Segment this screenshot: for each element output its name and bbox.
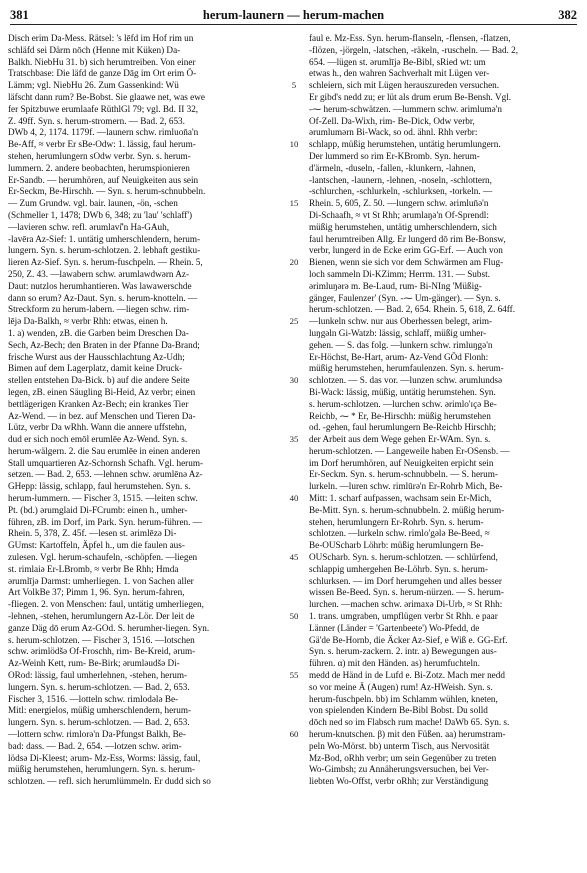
text-line: luŋgəln Gi-Watzb: lässig, schlaff, müßig umher- — [309, 327, 487, 338]
text-line: loch sammeln Di-KZimm; Herrm. 131. — Subst. — [309, 268, 490, 279]
text-line: führen. α) mit den Händen. as) herumfuchteln. — [309, 658, 480, 669]
text-line: herum-wälgern. 2. die Sau erumlēe in einen anderen — [8, 445, 201, 456]
text-line: — Zum Grundw. vgl. bair. launen, -ön, -schen — [8, 198, 178, 209]
text-line: faul herumtreiben Allg. Er lungerd dō rim Be-Bonsw, — [309, 233, 506, 244]
text-line: zulesen. Vgl. herum-schaufeln, -schöpfen. —liegen — [8, 552, 198, 563]
text-line: OUScharb. Syn. s. herum-schlotzen. — schlürfend, — [309, 552, 498, 563]
text-line: müßig herumstehen, herumlungern. Syn. s. herum- — [8, 764, 196, 775]
text-line: lējə Da-Balkh, ≈ verbr Rhh: etwas, einen h. — [8, 316, 168, 327]
text-line: von spielenden Kindern Be-Bibl Bobst. Du solld — [309, 705, 488, 716]
text-line: müßig herumstehen, herumfaulenzen. Syn. s. herum- — [309, 363, 504, 374]
text-line: Er-Seckm. Syn. s. herum-schnubbeln. — S. herum- — [309, 469, 498, 480]
text-line: Streckform zu herum-labern. —liegen schw. rim- — [8, 304, 190, 315]
text-line: lungern. Syn. s. herum-schlotzen. — Bad. 2, 653. — [8, 681, 190, 692]
text-line: herum-fuschpeln. bb) im Schlamm wühlen, kneten, — [309, 693, 498, 704]
text-line: Disch erim Da-Mess. Rätsel: 's lēfd im Hof rim un — [8, 33, 194, 43]
text-line: Er-Seckm, Be-Hirschh. — Syn. s. herum-schnubbeln. — [8, 186, 206, 197]
text-line: dann so erum? Az-Daut. Syn. s. herum-knotteln. — — [8, 292, 198, 303]
right-column — [309, 33, 579, 788]
text-line: schläfd sei Därm nōch (Henne mit Küken) Da- — [8, 44, 181, 55]
text-line: Der lummerd so rim Er-KBromb. Syn. herum- — [309, 150, 480, 161]
text-line: faul e. Mz-Ess. Syn. herum-flanseln, -flensen, -flatzen, — [309, 33, 511, 43]
line-number: 50 — [289, 611, 299, 622]
text-line: ərumlumərn Bi-Wack, so od. ähnl. Rhh verbr: — [309, 127, 478, 138]
line-number: 10 — [289, 139, 299, 150]
text-line: der Arbeit aus dem Wege gehen Er-WAm. Syn. s. — [309, 434, 491, 445]
text-line: stellen entstehen Da-Bick. b) auf die andere Seite — [8, 375, 190, 386]
text-line: herum-knutschen. β) mit den Füßen. aa) herumstram- — [309, 729, 506, 740]
line-number: 35 — [289, 434, 299, 445]
text-line: Balkh. NiebHu 31. b) sich herumtreiben. Von einer — [8, 56, 196, 67]
line-number: 30 — [289, 375, 299, 386]
text-line: Stall umquartieren Az-Schornsh Schafh. Vgl. herum- — [8, 457, 204, 468]
text-line: s. herum-schlotzen. —lurchen schw. ərimlo'ɪçə Be- — [309, 398, 497, 409]
text-line: -fliegen. 2. von Menschen: faul, untätig umherliegen, — [8, 599, 204, 610]
line-number: 15 — [289, 198, 299, 209]
text-line: gehen. — S. das folg. —lunkern schw. rimluŋgə'n — [309, 339, 493, 350]
line-number: 60 — [289, 729, 299, 740]
text-line: liebten Wo-Offst, verbr oRhh; zur Verständigung — [309, 776, 489, 787]
text-line: Be-Mitt. Syn. s. herum-schnubbeln. 2. müßig herum- — [309, 504, 505, 515]
text-line: GHepp: lässig, schlapp, faul herumstehen. Syn. s. — [8, 481, 191, 492]
text-line: peln Wo-Mörst. bb) unterm Tisch, aus Nervosität — [309, 740, 490, 751]
line-number: 40 — [289, 493, 299, 504]
text-line: führen, zB. im Dorf, im Park. Syn. herum-führen. — — [8, 516, 202, 527]
text-line: Az-Weinh Kett, rum- Be-Birk; ərumləudšə Di- — [8, 658, 180, 669]
text-line: Reichb, ⁓ * Er, Be-Hirschh: müßig herumstehen — [309, 410, 491, 421]
text-line: 1. a) wenden, zB. die Garben beim Dreschen Da- — [8, 327, 189, 338]
text-line: wissen Be-Beed. Syn. s. herum-nürzen. — S. herum- — [309, 587, 504, 598]
text-line: Wo-Gimbsh; zu Annäherungsversuchen, bei Ver- — [309, 764, 489, 775]
text-line: stehen, herumlungern Er-Rohrb. Syn. s. herum- — [309, 516, 484, 527]
text-line: 250, Z. 43. —lawabern schw. ərumlawdwərn Az- — [8, 268, 190, 279]
text-line: lieren Az-Sief. Syn. s. herum-fuschpeln. — Rhein. 5, — [8, 257, 203, 268]
text-line: Bi-Wack: lässig, müßig, untätig herumstehen. Syn. — [309, 386, 496, 397]
text-line: so vor meine Ä (Augen) rum! Az-HWeish. Syn. s. — [309, 681, 493, 692]
text-line: legen, zB. einen Säugling Bi-Heid, Az verbr; einen — [8, 386, 196, 397]
text-line: etwas h., den wahren Sachverhalt mit Lügen ver- — [309, 68, 490, 79]
text-line: dud er sich noch emōl erumlēe Az-Wend. Syn. s. — [8, 434, 188, 445]
text-line: schlurksen. — im Dorf herumgehen und alles besser — [309, 575, 502, 586]
text-line: lummern. 2. andere beobachten, herumspionieren — [8, 162, 190, 173]
text-line: -⁓ herum-schwätzen. —lummern schw. ərimlumə'n — [309, 103, 502, 114]
text-line: —lottern schw. rimlorə'n Da-Pfungst Balkh, Be- — [8, 729, 186, 740]
text-line: Rhein. 5, 605, Z. 50. —lungern schw. ərimlun̄ə'n — [309, 198, 489, 209]
text-line: Lämm; vgl. NiebHu 26. Zum Gassenkind: Wü — [8, 80, 179, 91]
text-line: Pt. (bd.) ərumglaid Di-FCrumb: einen h., umher- — [8, 504, 188, 515]
text-line: medd de Händ in de Lufd e. Bi-Zotz. Mach mer nedd — [309, 670, 505, 681]
text-line: Of-Zell. Da-Wixh, rim- Be-Dick, Odw verbr, — [309, 115, 475, 126]
text-line: läfscht dann rum? Be-Bobst. Sie glaawe net, was ewe — [8, 91, 205, 102]
text-line: dōch ned so im Flabsch rum mache! DaWb 65. Syn. s. — [309, 717, 510, 728]
line-number: 5 — [291, 80, 297, 91]
text-line: ORod: lässig, faul umherlehnen, -stehen, herum- — [8, 670, 188, 681]
text-line: Er-Sandb. — herumhören, auf Neuigkeiten aus sein — [8, 174, 199, 185]
text-line: od. -gehen, faul herumlungern Be-Reichb Hirschh; — [309, 422, 497, 433]
line-number: 20 — [289, 257, 299, 268]
header-rule — [10, 24, 577, 25]
text-line: Art VolkBe 37; Pimm 1, 96. Syn. herum-fahren, — [8, 587, 185, 598]
text-line: herum-schlotzen. — Bad. 2, 654. Rhein. 5, 618, Z. 64ff. — [309, 304, 516, 315]
line-number: 45 — [289, 552, 299, 563]
text-line: lödsə Di-Kleest; ərum- Mz-Ess, Worms: lässig, faul, — [8, 752, 201, 763]
text-line: stehen, herumlungern sOdw verbr. Syn. s. herum- — [8, 150, 191, 161]
text-line: Be-Aff, ≈ verbr Er sBe-Odw: 1. lässig, faul herum- — [8, 139, 196, 150]
text-line: Sech, Az-Bech; den Braten in der Pfanne Da-Brand; — [8, 339, 200, 350]
text-line: fer Spitzbuwe erumlaafe RüthlGl 79; vgl. Bd. II 32, — [8, 103, 199, 114]
text-line: verbr, lungerd in de Ecke erim GG-Erf. — Auch von — [309, 245, 503, 256]
text-line: lungern. Syn. s. herum-schlotzen. 2. lebhaft gestiku- — [8, 245, 201, 256]
text-line: ərumlījə Darmst: umherliegen. 1. von Sachen aller — [8, 575, 194, 586]
text-line: Syn. s. herum-zackern. 2. intr. a) Bewegungen aus- — [309, 646, 497, 657]
text-line: lurkeln. —luren schw. rimlūrə'n Er-Rohrb Mich, Be- — [309, 481, 503, 492]
text-line: Gä'de Be-Hornb, die Äcker Az-Sief, e Wiß e. GG-Erf. — [309, 634, 508, 645]
text-line: Länner (Länder = 'Gartenbeete') Wo-Pfedd, de — [309, 622, 480, 633]
text-line: -schlurchen, -schlurkeln, -schlurksen, -torkeln. — — [309, 186, 493, 197]
line-number: 25 — [289, 316, 299, 327]
text-line: st. rimlaiə Er-LBromb, ≈ verbr Be Rhh; Hmda — [8, 563, 179, 574]
text-line: —lavieren schw. refl. ərumlavi̊'n Ha-GAuh, — [8, 221, 170, 232]
text-line: herum-schlotzen. — Langeweile haben Er-OSensb. — — [309, 445, 510, 456]
text-line: (Schmeller 1, 1478; DWb 6, 348; zu 'lau' 'schlaff') — [8, 209, 193, 220]
text-line: Daut: nutzlos herumhantieren. Was lawawerschde — [8, 280, 192, 291]
text-line: setzen. — Bad. 2, 653. —lehnen schw. ərumlēnə Az- — [8, 469, 203, 480]
text-line: Mitl: energielos, müßig umherschlendern, herum- — [8, 705, 192, 716]
text-line: schlapp, müßig herumstehen, untätig herumlungern. — [309, 139, 501, 150]
page-number-right: 382 — [558, 8, 577, 22]
text-line: d'ärmeln, -duseln, -fallen, -klunkern, -lahnen, — [309, 162, 476, 173]
text-line: ərimluŋərə m. Be-Laud, rum- Bi-NIng 'Müßig- — [309, 280, 482, 291]
line-number: 55 — [289, 670, 299, 681]
text-line: Bimen auf dem Lagerplatz, damit keine Druck- — [8, 363, 183, 374]
text-line: schlotzen. — S. das vor. —lunzen schw. ərumlundsə — [309, 375, 503, 386]
text-line: ganze Däg dō erum Az-GOd. S. herumher-liegen. Syn. — [8, 622, 210, 633]
text-line: bad: dass. — Bad. 2, 654. —lotzen schw. ərim- — [8, 740, 182, 751]
text-line: Tratschbase: Die läfd de ganze Dāg im Ort erim Ö- — [8, 68, 197, 79]
text-line: schlappig umhergehen Be-Löhrb. Syn. s. herum- — [309, 563, 488, 574]
text-line: —lunkeln schw. nur aus Oberhessen belegt, ərim- — [309, 316, 493, 327]
text-line: im Dorf herumhören, auf Neuigkeiten erpicht sein — [309, 457, 494, 468]
page-number-left: 381 — [10, 8, 29, 22]
text-line: 654. —lügen st. ərumlījə Be-Bibl, sRied wt: um — [309, 56, 486, 67]
text-line: 1. trans. umgraben, umpflügen verbr St Rhh. e paar — [309, 611, 498, 622]
running-headword: herum-launern — herum-machen — [202, 8, 385, 22]
text-line: bettlägerigen Kranken Az-Bech; ein krankes Tier — [8, 398, 189, 409]
text-line: schleiern, sich mit Lügen herauszureden versuchen. — [309, 80, 500, 91]
text-line: Rhein. 5, 378, Z. 45f. —lesen st. ərimlēzə Di- — [8, 528, 177, 539]
text-line: -lavēra Az-Sief: 1. untätig umherschlendern, herum- — [8, 233, 201, 244]
page-header — [10, 6, 577, 24]
text-line: -lantschen, -launern, -lehnen, -noseln, -schlottern, — [309, 174, 492, 185]
left-column — [8, 33, 278, 788]
text-line: -lehnen, -stehen, herumlungern Az-Lör. Der leit de — [8, 611, 195, 622]
text-line: Bienen, wenn sie sich vor dem Schwärmen am Flug- — [309, 257, 504, 268]
text-line: Be-OUScharb Löhrb: müßig herumlungern Be- — [309, 540, 484, 551]
text-line: DWb 4, 2, 1174. 1179f. —launern schw. rimluon̄a'n — [8, 127, 199, 138]
text-line: lurchen. —machen schw. ərimaxə Di-Urb, ≈ St Rhh: — [309, 599, 503, 610]
text-line: GUmst: Kartoffeln, Äpfel h., um die faulen aus- — [8, 540, 185, 551]
text-line: schlotzen. —lurkeln schw. rimlo'gələ Be-Beed, ≈ — [309, 528, 490, 539]
text-line: frische Wurst aus der Hausschlachtung Az-Udh; — [8, 351, 185, 362]
text-line: Lütz, verbr Da wRhh. Wann die annere uffstehn, — [8, 422, 187, 433]
text-line: Di-Schaafh, ≈ vt St Rhh; ərumlaŋə'n Of-Sprendl: — [309, 209, 489, 220]
text-line: Mz-Bod, oRhh verbr; um sein Gegenüber zu treten — [309, 752, 497, 763]
text-line: -flözen, -jörgeln, -latschen, -räkeln, -ruscheln. — Bad. 2, — [309, 44, 519, 55]
text-line: Az-Wend. — in bez. auf Menschen und Tieren Da- — [8, 410, 196, 421]
text-line: Z. 49ff. Syn. s. herum-stromern. — Bad. 2, 653. — [8, 115, 185, 126]
text-line: Er gibd's nedd zu; er lüt als drum erum Be-Bensh. Vgl. — [309, 91, 512, 102]
text-line: schlotzen. — refl. sich herumlümmeln. Er dudd sich so — [8, 776, 211, 787]
text-line: müßig herumstehen, untätig umherschlendern, sich — [309, 221, 497, 232]
text-line: schw. ərimlödšə Of-Froschh, rim- Be-Kreid, ərum- — [8, 646, 196, 657]
text-line: Fischer 3, 1516. —lotteln schw. rimlodələ Be- — [8, 693, 179, 704]
text-line: lungern. Syn. s. herum-schlotzen. — Bad. 2, 653. — [8, 717, 190, 728]
text-line: gänger, Faulenzer' (Syn. -⁓ Um-gänger). — Syn. s. — [309, 292, 501, 303]
text-line: Mitt: 1. scharf aufpassen, wachsam sein Er-Mich, — [309, 493, 492, 504]
text-line: s. herum-schlotzen. — Fischer 3, 1516. —lotschen — [8, 634, 195, 645]
text-line: herum-lummern. — Fischer 3, 1515. —leiten schw. — [8, 493, 198, 504]
text-line: Er-Höchst, Be-Hart, ərum- Az-Vend GÖd Flonh: — [309, 351, 489, 362]
